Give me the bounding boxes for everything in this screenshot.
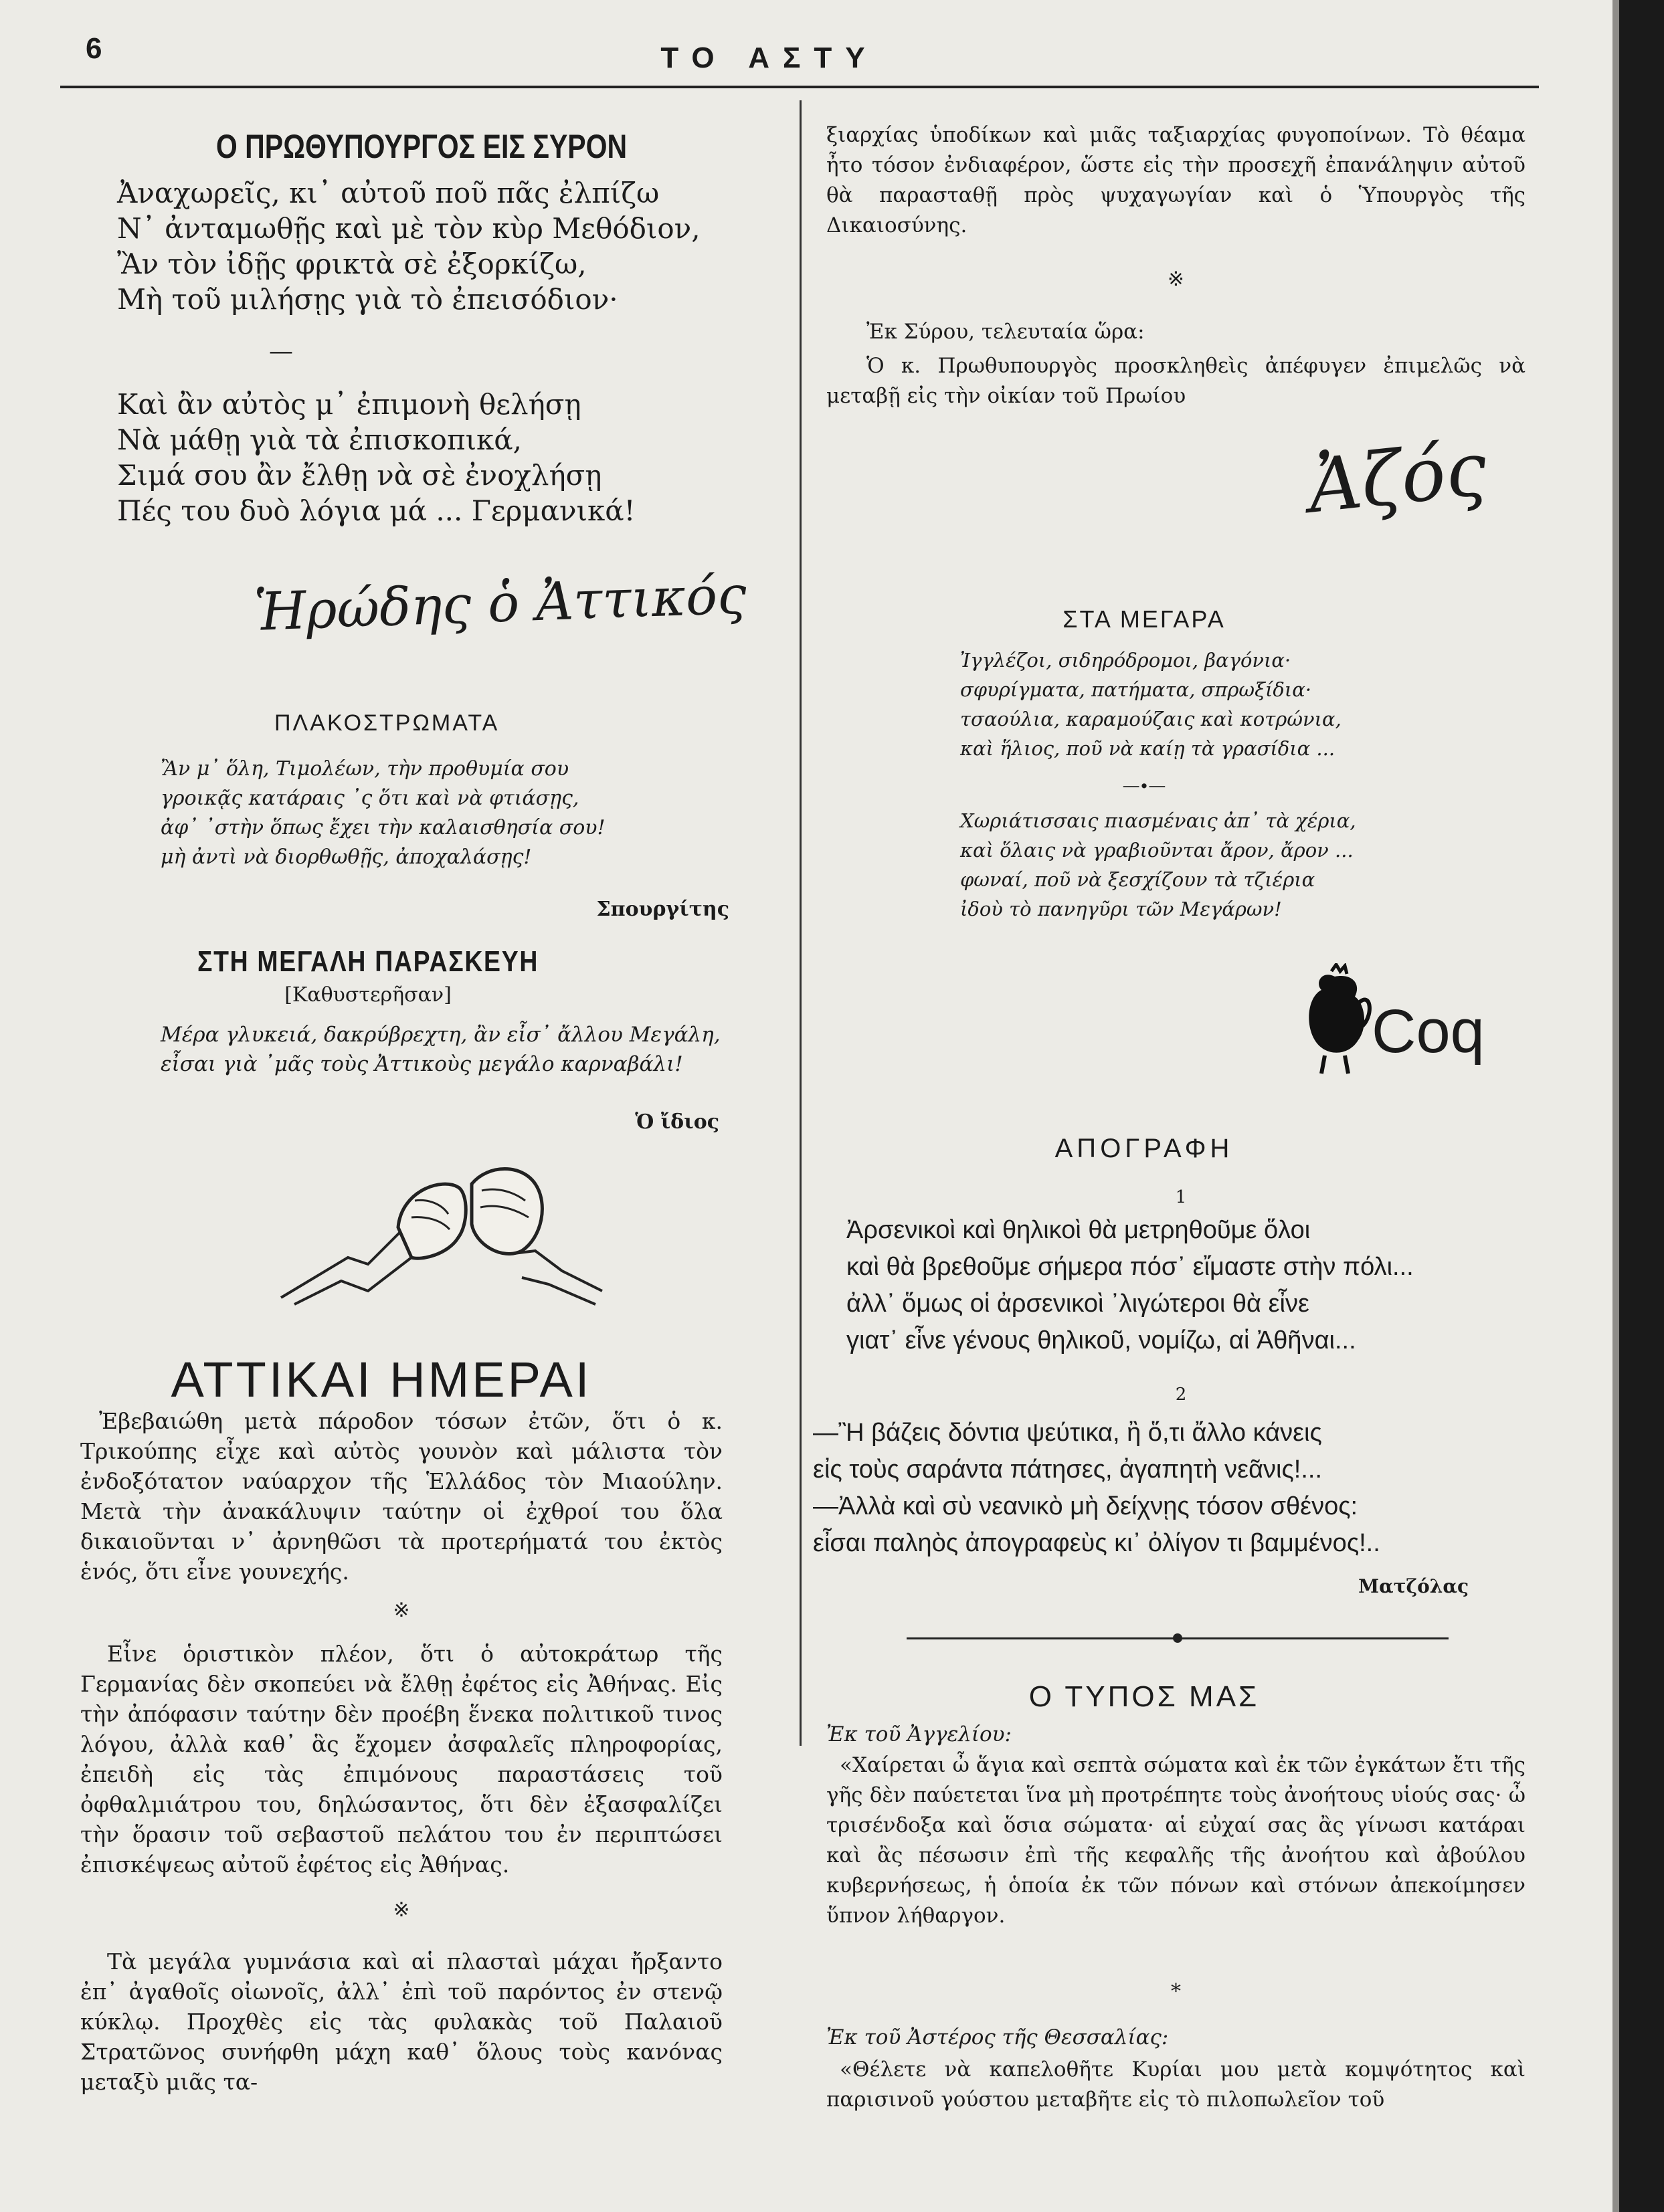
coq-signature	[1295, 963, 1522, 1090]
poem-line: Ἀναχωρεῖς, κι᾽ αὐτοῦ ποῦ πᾶς ἐλπίζω	[117, 177, 660, 209]
poem-line: Νὰ μάθῃ γιὰ τὰ ἐπισκοπικά,	[117, 423, 523, 456]
poem-line: Χωριάτισσαις πιασμέναις ἀπ᾽ τὰ χέρια,	[960, 809, 1356, 832]
s3-title: ΣΤΗ ΜΕΓΑΛΗ ΠΑΡΑΣΚΕΥΗ	[197, 945, 539, 978]
a-number-1: 1	[1175, 1187, 1187, 1207]
a-title: ΑΠΟΓΡΑΦΗ	[1054, 1134, 1234, 1163]
poem-line: —Ἀλλὰ καὶ σὺ νεανικὸ μὴ δείχνῃς τόσον σθένος:	[813, 1492, 1358, 1520]
s1-poem-2	[117, 387, 635, 528]
s2-poem	[161, 755, 606, 872]
stanza-dash: —	[269, 338, 293, 365]
s2-title: ΠΛΑΚΟΣΤΡΩΜΑΤΑ	[274, 710, 500, 736]
m-title: ΣΤΑ ΜΕΓΑΡΑ	[1062, 605, 1226, 633]
poem-line: φωναί, ποῦ νὰ ξεσχίζουν τὰ τζιέρια	[960, 868, 1315, 891]
poem-line: σφυρίγματα, πατήματα, σπρωξίδια·	[960, 678, 1312, 701]
masthead: ΤΟ ΑΣΤΥ	[660, 41, 879, 74]
poem-line: ἰδοὺ τὸ πανηγῦρι τῶν Μεγάρων!	[960, 898, 1282, 920]
poem-line: Καὶ ἂν αὐτὸς μ᾽ ἐπιμονὴ θελήσῃ	[117, 388, 581, 421]
t-from-1: Ἐκ τοῦ Ἀγγελίου:	[826, 1722, 1012, 1746]
s4-paragraph-3: Τὰ μεγάλα γυμνάσια καὶ αἱ πλασταὶ μάχαι ἤρξαντο ἐπ᾽ ἀγαθοῖς οἰωνοῖς, ἀλλ᾽ ἐπὶ τοῦ παρόντος ἐν στενῷ κύκλῳ. Προχθὲς εἰς τὰς φυλακὰς τοῦ Παλαιοῦ Στρατῶνος συνήφθη μάχη καθ᾽ ὅλους τοὺς κανόνας μεταξὺ μιᾶς τα-	[80, 1948, 723, 2095]
r-paragraph-2a: Ἐκ Σύρου, τελευταία ὥρα:	[866, 320, 1145, 344]
poem-line: μὴ ἀντὶ νὰ διορθωθῇς, ἀποχαλάσῃς!	[161, 845, 532, 869]
poem-line: Πές του δυὸ λόγια μά ... Γερμανικά!	[117, 494, 636, 527]
r-paragraph-2b: Ὁ κ. Πρωθυπουργὸς προσκληθεὶς ἀπέφυγεν ἐπιμελῶς νὰ μεταβῇ εἰς τὴν οἰκίαν τοῦ Πρωίου	[826, 354, 1526, 408]
poem-line: καὶ ἥλιος, ποῦ νὰ καίῃ τὰ γρασίδια ...	[960, 737, 1335, 760]
signature-herodes: Ἡρώδης ὁ Ἀττικός	[253, 565, 748, 643]
column-divider	[800, 100, 802, 1746]
a-number-2: 2	[1175, 1385, 1187, 1405]
s1-title: Ο ΠΡΩΘΥΠΟΥΡΓΟΣ ΕΙΣ ΣΥΡΟΝ	[215, 128, 628, 165]
fists-illustration	[268, 1137, 616, 1311]
s4-paragraph-1: Ἐβεβαιώθη μετὰ πάροδον τόσων ἐτῶν, ὅτι ὁ κ. Τρικούπης εἶχε καὶ αὐτὸς γουνὸν καὶ μάλιστα τὸν ἐνδοξότατον ναύαρχον τῆς Ἑλλάδος τὸν Μιαούλην. Μετὰ τὴν ἀνακάλυψιν ταύτην οἱ ἐχθροί του ὅλα δικαιοῦνται ν᾽ ἀρνηθῶσι τὰ προτερήματά του ἐκτὸς ἑνός, ὅτι εἶνε γουνεχής.	[80, 1408, 723, 1585]
poem-line: γροικᾷς κατάραις ᾽ς ὅτι καὶ νὰ φτιάσῃς,	[161, 787, 579, 810]
s2-author: Σπουργίτης	[596, 898, 729, 921]
poem-line: ἀλλ᾽ ὅμως οἱ ἀρσενικοὶ ᾽λιγώτεροι θὰ εἶνε	[846, 1290, 1309, 1318]
poem-line: Σιμά σου ἂν ἔλθῃ νὰ σὲ ἐνοχλήσῃ	[117, 459, 602, 492]
rooster-icon	[1295, 963, 1375, 1077]
m-poem	[960, 645, 1342, 763]
poem-line: τσαούλια, καραμούζαις καὶ κοτρώνια,	[960, 708, 1342, 730]
s1-poem	[117, 175, 701, 317]
poem-line: καὶ θὰ βρεθοῦμε σήμερα πόσ᾽ εἴμαστε στὴν πόλι...	[846, 1253, 1414, 1281]
t-paragraph-2: «Θέλετε νὰ καπελοθῆτε Κυρίαι μου μετὰ κομψότητος καὶ παρισινοῦ γούστου μεταβῆτε εἰς τὸ πιλοπωλεῖον τοῦ	[826, 2057, 1526, 2112]
s4-title: ΑΤΤΙΚΑΙ ΗΜΕΡΑΙ	[171, 1352, 592, 1407]
rule-dot	[1173, 1633, 1182, 1643]
a-poem-2	[813, 1415, 1380, 1562]
page-number: 6	[86, 32, 102, 65]
coq-text: Coq	[1372, 997, 1485, 1066]
page-edge	[1619, 0, 1664, 2212]
poem-line: εἶσαι γιὰ ᾽μᾶς τοὺς Ἀττικοὺς μεγάλο καρναβάλι!	[161, 1052, 683, 1076]
t-from-2: Ἐκ τοῦ Ἀστέρος τῆς Θεσσαλίας:	[826, 2025, 1169, 2049]
poem-line: καὶ ὅλαις νὰ γραβιοῦνται ἄρον, ἄρον ...	[960, 839, 1354, 862]
m-poem-2	[960, 806, 1356, 924]
r-paragraph-1: ξιαρχίας ὑποδίκων καὶ μιᾶς ταξιαρχίας φυγοποίνων. Τὸ θέαμα ἦτο τόσον ἐνδιαφέρον, ὥστε εἰς τὴν προσεχῆ ἐπανάληψιν αὐτοῦ θὰ παρασταθῇ πρὸς ψυχαγωγίαν καὶ ὁ Ὑπουργὸς τῆς Δικαιοσύνης.	[826, 123, 1526, 237]
t-title: Ο ΤΥΠΟΣ ΜΑΣ	[1028, 1680, 1260, 1713]
t-paragraph-1: «Χαίρεται ὦ ἅγια καὶ σεπτὰ σώματα καὶ ἐκ τῶν ἐγκάτων ἔτι τῆς γῆς δὲν παύετεται ἵνα μὴ προτρέπητε τοὺς ἀνοήτους υἱούς σας· ὦ τρισένδοξα καὶ ὅσια σώματα· αἱ εὐχαί σας ἂς γίνωσι κατάραι καὶ ἂς πέσωσιν ἐπὶ τῆς κεφαλῆς τῆς ἀνοήτου καὶ ἀβούλου κυβερνήσεως, ἡ ὁποία ἐκ τῶν πόνων καὶ στόνων ἀπεκοίμησεν ὕπνον λήθαργον.	[826, 1753, 1526, 1928]
section-star: ※	[1167, 268, 1185, 291]
signature-azos: Ἀζός	[1304, 425, 1491, 530]
poem-line: Ἀρσενικοὶ καὶ θηλικοὶ θὰ μετρηθοῦμε ὅλοι	[846, 1216, 1311, 1244]
section-star: *	[1171, 1980, 1181, 2003]
section-star: ※	[393, 1599, 410, 1622]
ornament-divider: —∙—	[1122, 776, 1166, 796]
header-rule	[60, 86, 1539, 88]
poem-line: Μέρα γλυκειά, δακρύβρεχτη, ἂν εἶσ᾽ ἄλλου Μεγάλη,	[161, 1023, 721, 1047]
poem-line: Μὴ τοῦ μιλήσῃς γιὰ τὸ ἐπεισόδιον·	[117, 283, 618, 316]
s4-paragraph-2: Εἶνε ὁριστικὸν πλέον, ὅτι ὁ αὐτοκράτωρ τῆς Γερμανίας δὲν σκοπεύει νὰ ἔλθῃ ἐφέτος εἰς Ἀθήνας. Εἰς τὴν ἀπόφασιν ταύτην δὲν προέβη ἕνεκα πολιτικοῦ τινος λόγου, ἀλλὰ καθ᾽ ἃς ἔχομεν ἀσφαλεῖς πληροφορίας, ἐπειδὴ εἰς τὰς ἐπιμόνους παραστάσεις τοῦ ὀφθαλμιάτρου του, δηλώσαντος, ὅτι δὲν ἐξασφαλίζει τὴν ὅρασιν τοῦ σεβαστοῦ πελάτου του ἐν περιπτώσει ἐπισκέψεως αὐτοῦ ἐφέτος εἰς Ἀθήνας.	[80, 1641, 723, 1878]
poem-line: Ἂν τὸν ἰδῇς φρικτὰ σὲ ἐξορκίζω,	[117, 247, 587, 280]
s3-subtitle: [Καθυστερῆσαν]	[284, 983, 452, 1007]
poem-line: Ἂν μ᾽ ὅλη, Τιμολέων, τὴν προθυμία σου	[161, 757, 569, 781]
poem-line: εἶσαι παληὸς ἀπογραφεὺς κι᾽ ὀλίγον τι βαμμένος!..	[813, 1529, 1380, 1557]
s3-author: Ὁ ἴδιος	[635, 1110, 719, 1134]
poem-line: ἀφ᾽ ᾽στὴν ὅπως ἔχει τὴν καλαισθησία σου!	[161, 816, 606, 839]
a-author: Ματζόλας	[1358, 1575, 1469, 1597]
poem-line: εἰς τοὺς σαράντα πάτησες, ἀγαπητὴ νεᾶνις!...	[813, 1455, 1323, 1484]
poem-line: —Ἢ βάζεις δόντια ψεύτικα, ἢ ὅ,τι ἄλλο κάνεις	[813, 1419, 1322, 1447]
s3-poem	[161, 1020, 721, 1079]
poem-line: γιατ᾽ εἶνε γένους θηλικοῦ, νομίζω, αἱ Ἀθῆναι...	[846, 1326, 1356, 1354]
a-poem	[846, 1212, 1414, 1359]
poem-line: Ἰγγλέζοι, σιδηρόδρομοι, βαγόνια·	[960, 649, 1291, 672]
poem-line: Ν᾽ ἀνταμωθῇς καὶ μὲ τὸν κὺρ Μεθόδιον,	[117, 212, 701, 245]
section-star: ※	[393, 1898, 410, 1922]
